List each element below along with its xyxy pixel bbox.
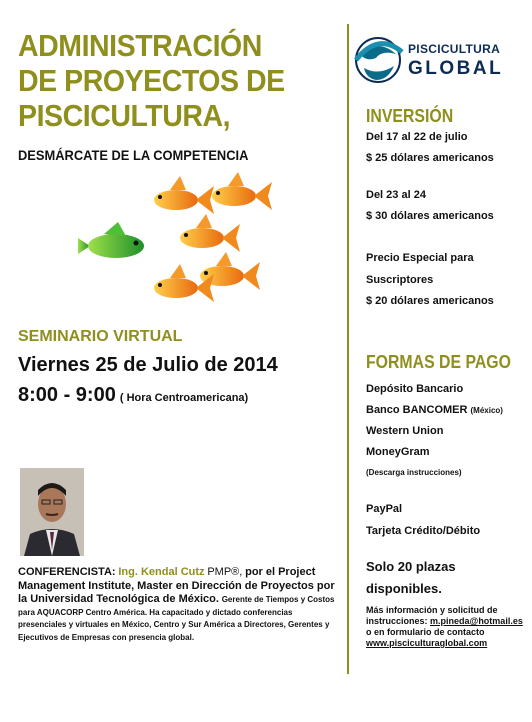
speaker-bio xyxy=(18,566,343,644)
bio-text-1: por el Project Management Institute, Master en Dirección de Proyectos por la Universidad Tecnológica de México. xyxy=(18,566,335,605)
payment-card: Tarjeta Crédito/Débito xyxy=(366,525,481,537)
website-link[interactable]: www.pisciculturaglobal.com xyxy=(366,638,488,648)
green-fish xyxy=(78,222,144,258)
payment-western-union: Western Union xyxy=(366,425,444,437)
title-line-2: DE PROYECTOS DE xyxy=(18,63,285,98)
bank-name: Banco BANCOMER xyxy=(366,404,468,416)
bio-text-2: Gerente de Tiempos y Costos para AQUACORP Centro América. Ha capacitado y dictado conferencias presenciales y virtuales en México, Centro y Sur América a Directores, Gerentes y Ejecutivos de Empresas con presencia global. xyxy=(18,595,335,642)
price-3-amount: $ 20 dólares americanos xyxy=(366,295,494,307)
flyer-title xyxy=(18,28,303,133)
investment-heading: INVERSIÓN xyxy=(366,106,454,126)
bank-note: (México) xyxy=(470,406,503,415)
seminar-date: Viernes 25 de Julio de 2014 xyxy=(18,354,278,376)
payment-bank xyxy=(366,404,503,416)
orange-fish-3 xyxy=(180,214,240,252)
price-3-label-1: Precio Especial para xyxy=(366,252,474,264)
price-3-label-2: Suscriptores xyxy=(366,274,434,286)
speaker-photo xyxy=(20,468,84,556)
globe-icon xyxy=(352,28,408,92)
title-line-3: PISCICULTURA, xyxy=(18,98,231,133)
price-1-amount: $ 25 dólares americanos xyxy=(366,152,494,164)
price-2-dates: Del 23 al 24 xyxy=(366,189,426,201)
seminar-label: SEMINARIO VIRTUAL xyxy=(18,328,183,345)
speaker-cert: PMP®, xyxy=(207,566,243,578)
contact-info xyxy=(366,605,526,649)
fish-illustration xyxy=(70,170,300,320)
places-line-1: Solo 20 plazas xyxy=(366,559,456,574)
orange-fish-2 xyxy=(212,172,272,210)
contact-text-1: Más información y solicitud de instrucciones: xyxy=(366,605,498,626)
logo-line-1: PISCICULTURA xyxy=(408,42,501,56)
moneygram-note: (Descarga instrucciones) xyxy=(366,468,462,477)
payment-heading: FORMAS DE PAGO xyxy=(366,352,511,372)
price-2-amount: $ 30 dólares americanos xyxy=(366,210,494,222)
bio-label: CONFERENCISTA: xyxy=(18,566,116,578)
speaker-name: Ing. Kendal Cutz xyxy=(118,566,205,578)
logo-line-2: GLOBAL xyxy=(408,58,504,79)
payment-deposit: Depósito Bancario xyxy=(366,383,464,395)
seminar-time xyxy=(18,384,248,407)
contact-email-link[interactable]: m.pineda@hotmail.es xyxy=(430,616,523,626)
payment-paypal: PayPal xyxy=(366,503,403,515)
moneygram-instructions[interactable] xyxy=(366,466,462,478)
contact-text-2: o en formulario de contacto xyxy=(366,627,485,637)
title-line-1: ADMINISTRACIÓN xyxy=(18,28,262,63)
payment-moneygram: MoneyGram xyxy=(366,446,430,458)
time-note: ( Hora Centroamericana) xyxy=(119,392,249,404)
flyer-subtitle: DESMÁRCATE DE LA COMPETENCIA xyxy=(18,147,249,163)
logo xyxy=(352,28,527,92)
places-line-2: disponibles. xyxy=(366,581,442,596)
time-value: 8:00 - 9:00 xyxy=(18,384,116,406)
orange-fish-1 xyxy=(154,176,214,214)
price-1-dates: Del 17 al 22 de julio xyxy=(366,131,468,143)
column-divider xyxy=(347,24,349,674)
